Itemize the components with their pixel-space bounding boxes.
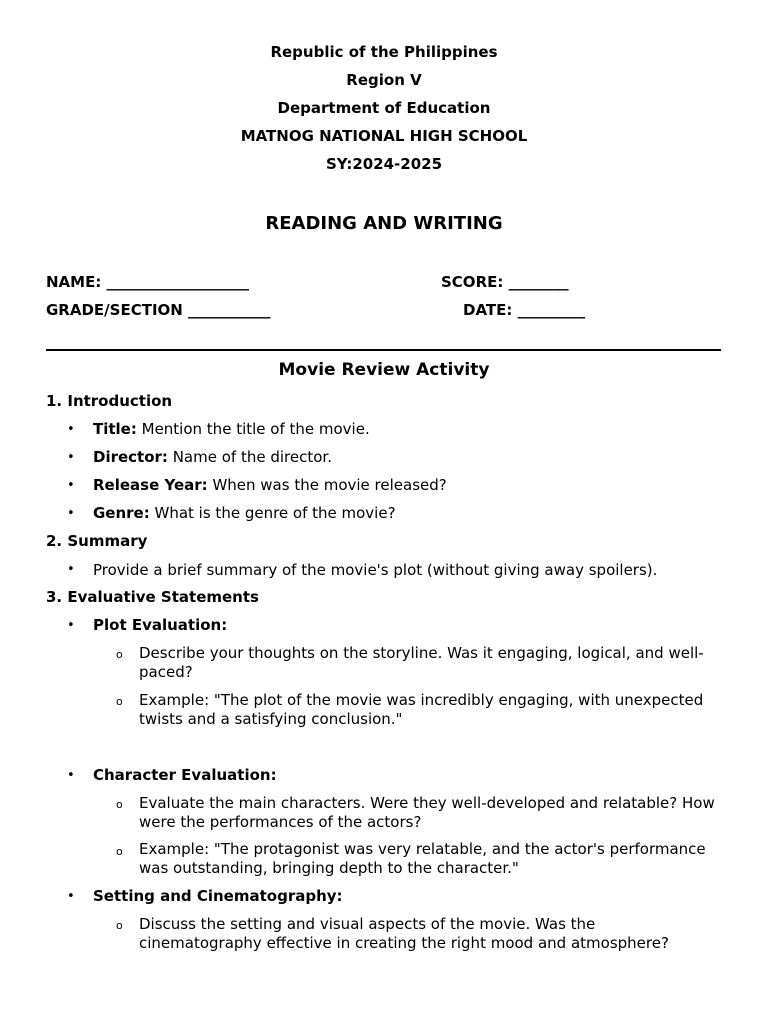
- bullet-icon: •: [67, 450, 75, 465]
- bullet-icon: •: [67, 506, 75, 521]
- list-item-setting-cinematography: Setting and Cinematography:: [93, 887, 343, 905]
- bullet-icon: •: [67, 618, 75, 633]
- sub-item-setting-discuss: Discuss the setting and visual aspects of the movie. Was the cinematography effective in creating the right mood and atmosphere?: [139, 915, 669, 952]
- item-label: Title:: [93, 420, 137, 438]
- bullet-icon: •: [67, 562, 75, 577]
- bullet-icon: •: [67, 478, 75, 493]
- sub-bullet-icon: o: [116, 798, 123, 811]
- bullet-icon: •: [67, 768, 75, 783]
- list-item-summary: Provide a brief summary of the movie's plot (without giving away spoilers).: [93, 561, 658, 579]
- item-label: Genre:: [93, 504, 150, 522]
- item-text: What is the genre of the movie?: [149, 504, 396, 522]
- sub-item-plot-describe: Describe your thoughts on the storyline. Was it engaging, logical, and well-paced?: [139, 644, 704, 681]
- activity-title: Movie Review Activity: [278, 360, 490, 380]
- sub-bullet-icon: o: [116, 919, 123, 932]
- section-heading-evaluative: 3. Evaluative Statements: [46, 588, 259, 606]
- sub-item-character-evaluate: Evaluate the main characters. Were they well-developed and relatable? How were the performances of the actors?: [139, 794, 715, 831]
- bullet-icon: •: [67, 422, 75, 437]
- sub-item-character-example: Example: "The protagonist was very relatable, and the actor's performance was outstanding, bringing depth to the character.": [139, 840, 706, 877]
- sub-bullet-icon: o: [116, 648, 123, 661]
- name-field: NAME: ___________________: [46, 273, 250, 291]
- list-item-release-year: [93, 476, 447, 494]
- list-item-character-evaluation: Character Evaluation:: [93, 766, 277, 784]
- sub-bullet-icon: o: [116, 695, 123, 708]
- item-label: Director:: [93, 448, 168, 466]
- item-label: Release Year:: [93, 476, 208, 494]
- item-text: When was the movie released?: [207, 476, 447, 494]
- sub-item-plot-example: Example: "The plot of the movie was incredibly engaging, with unexpected twists and a satisfying conclusion.": [139, 691, 704, 728]
- item-text: Name of the director.: [167, 448, 332, 466]
- list-item-genre: [93, 504, 396, 522]
- date-field: DATE: _________: [463, 301, 586, 319]
- list-item-title: [93, 420, 370, 438]
- header-school-year: SY:2024-2025: [325, 155, 443, 173]
- sub-bullet-icon: o: [116, 845, 123, 858]
- divider: [46, 349, 721, 351]
- list-item-director: [93, 448, 332, 466]
- header-region: Region V: [346, 71, 422, 89]
- list-item-plot-evaluation: Plot Evaluation:: [93, 616, 228, 634]
- section-heading-summary: 2. Summary: [46, 532, 148, 550]
- item-text: Mention the title of the movie.: [136, 420, 370, 438]
- bullet-icon: •: [67, 889, 75, 904]
- section-heading-introduction: 1. Introduction: [46, 392, 173, 410]
- score-field: SCORE: ________: [441, 273, 569, 291]
- grade-section-field: GRADE/SECTION ___________: [46, 301, 271, 319]
- header-school: MATNOG NATIONAL HIGH SCHOOL: [240, 127, 528, 145]
- header-republic: Republic of the Philippines: [270, 43, 498, 61]
- subject-title: READING AND WRITING: [265, 213, 503, 234]
- header-department: Department of Education: [277, 99, 491, 117]
